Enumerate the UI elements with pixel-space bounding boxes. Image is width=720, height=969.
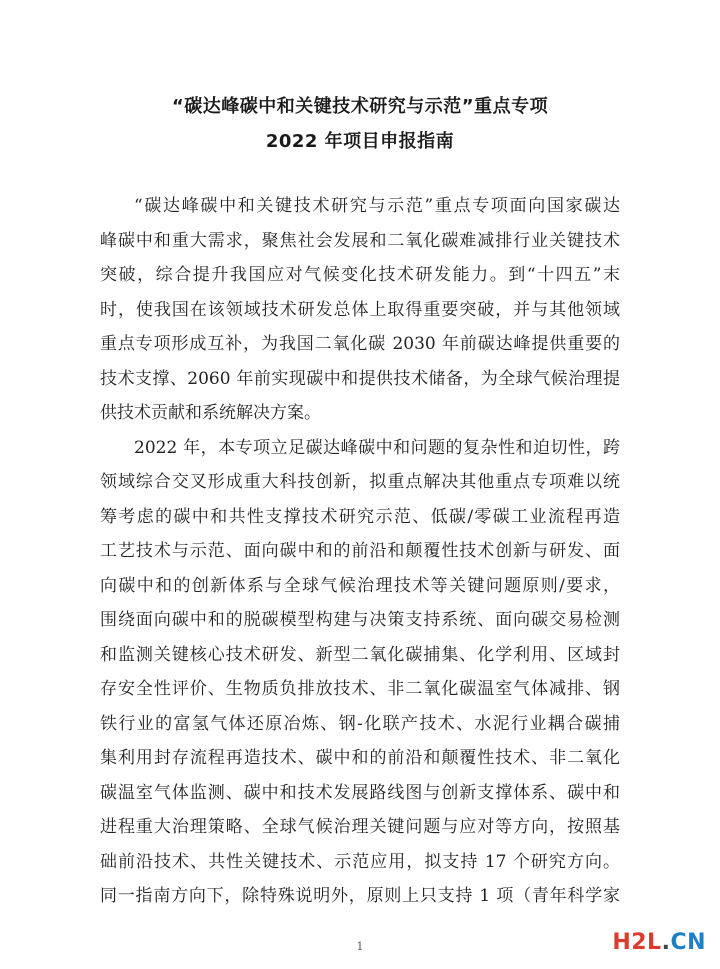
paragraph-line: 础前沿技术、共性关键技术、示范应用，拟支持 17 个研究方向。	[100, 851, 620, 872]
paragraph-line: 领域综合交叉形成重大科技创新，拟重点解决其他重点专项难以统	[100, 472, 620, 492]
paragraph-line: 供技术贡献和系统解决方案。	[100, 403, 321, 423]
paragraph-line: 工艺技术与示范、面向碳中和的前沿和颠覆性技术创新与研发、面	[100, 541, 620, 561]
paragraph-line: 和监测关键核心技术研发、新型二氧化碳捕集、化学利用、区域封	[100, 644, 620, 665]
paragraph-line: 2022 年，本专项立足碳达峰碳中和问题的复杂性和迫切性，跨	[134, 437, 620, 458]
paragraph-line: 突破，综合提升我国应对气候变化技术研发能力。到“十四五”末	[100, 265, 620, 285]
paragraph-line: 同一指南方向下，除特殊说明外，原则上只支持 1 项（青年科学家	[100, 886, 620, 906]
document-body	[100, 189, 620, 914]
paragraph-line: “碳达峰碳中和关键技术研究与示范”重点专项面向国家碳达	[134, 196, 620, 216]
watermark-dot: .	[661, 930, 671, 955]
paragraph-line: 集利用封存流程再造技术、碳中和的前沿和颠覆性技术、非二氧化	[100, 748, 620, 768]
paragraph-line: 存安全性评价、生物质负排放技术、非二氧化碳温室气体减排、钢	[100, 679, 620, 699]
document-title-line-1: “碳达峰碳中和关键技术研究与示范”重点专项	[171, 96, 549, 117]
paragraph-line: 筹考虑的碳中和共性支撑技术研究示范、低碳/零碳工业流程再造	[100, 506, 620, 527]
paragraph-line: 进程重大治理策略、全球气候治理关键问题与应对等方向，按照基	[100, 817, 620, 837]
paragraph-line: 重点专项形成互补，为我国二氧化碳 2030 年前碳达峰提供重要的	[100, 334, 620, 354]
paragraph-line: 峰碳中和重大需求，聚焦社会发展和二氧化碳难减排行业关键技术	[100, 230, 620, 251]
site-watermark	[612, 930, 706, 955]
paragraph-line: 技术支撑、2060 年前实现碳中和提供技术储备，为全球气候治理提	[100, 368, 620, 389]
watermark-h2l: H2L	[612, 930, 662, 955]
watermark-cn: CN	[670, 930, 706, 955]
paragraph-line: 铁行业的富氢气体还原冶炼、钢-化联产技术、水泥行业耦合碳捕	[100, 713, 620, 734]
paragraph-line: 围绕面向碳中和的脱碳模型构建与决策支持系统、面向碳交易检测	[100, 610, 620, 630]
paragraph-2	[100, 431, 620, 914]
paragraph-line: 碳温室气体监测、碳中和技术发展路线图与创新支撑体系、碳中和	[100, 782, 620, 803]
paragraph-line: 时，使我国在该领域技术研发总体上取得重要突破，并与其他领域	[100, 299, 620, 320]
document-title-line-2: 2022 年项目申报指南	[265, 131, 455, 152]
paragraph-line: 向碳中和的创新体系与全球气候治理技术等关键问题原则/要求，	[100, 575, 620, 596]
page-number: 1	[356, 940, 364, 953]
paragraph-1	[100, 189, 620, 431]
